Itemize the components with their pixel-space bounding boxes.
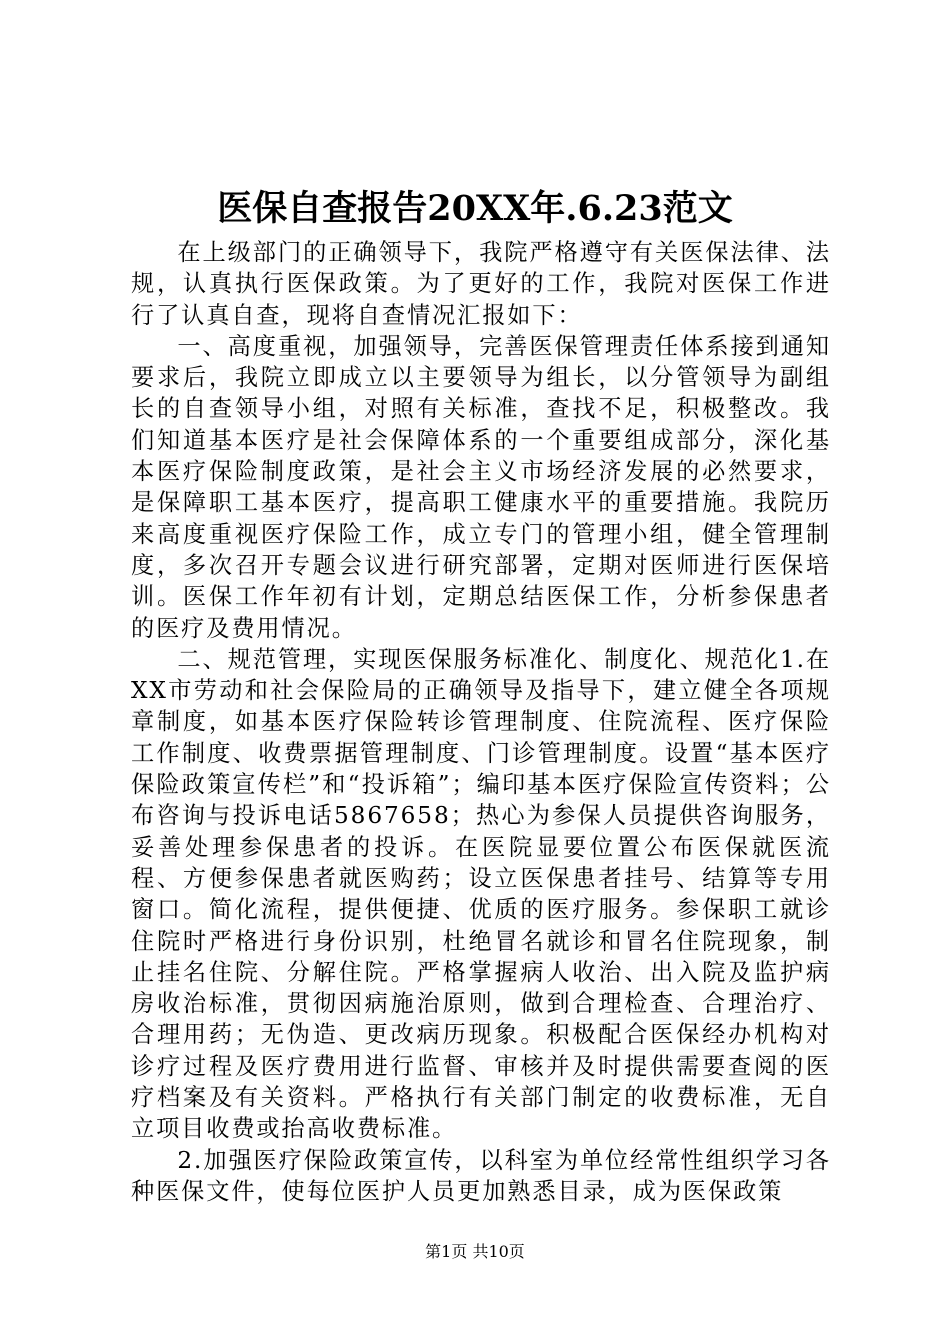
paragraph-section-2: 二、规范管理，实现医保服务标准化、制度化、规范化1.在XX市劳动和社会保险局的正确领导及指导下，建立健全各项规章制度，如基本医疗保险转诊管理制度、住院流程、医疗保险工作制度、收费票据管理制度、门诊管理制度。设置“基本医疗保险政策宣传栏”和“投诉箱”；编印基本医疗保险宣传资料；公布咨询与投诉电话5867658；热心为参保人员提供咨询服务，妥善处理参保患者的投诉。在医院显要位置公布医保就医流程、方便参保患者就医购药；设立医保患者挂号、结算等专用窗口。简化流程，提供便捷、优质的医疗服务。参保职工就诊住院时严格进行身份识别，杜绝冒名就诊和冒名住院现象，制止挂名住院、分解住院。严格掌握病人收治、出入院及监护病房收治标准，贯彻因病施治原则，做到合理检查、合理治疗、合理用药；无伪造、更改病历现象。积极配合医保经办机构对诊疗过程及医疗费用进行监督、审核并及时提供需要查阅的医疗档案及有关资料。严格执行有关部门制定的收费标准，无自立项目收费或抬高收费标准。 bbox=[131, 645, 831, 1143]
paragraph-section-2-item-2: 2.加强医疗保险政策宣传，以科室为单位经常性组织学习各种医保文件，使每位医护人员更加熟悉目录，成为医保政策 bbox=[131, 1146, 831, 1205]
page-number-footer: 第1页 共10页 bbox=[425, 1242, 525, 1261]
paragraph-intro: 在上级部门的正确领导下，我院严格遵守有关医保法律、法规，认真执行医保政策。为了更好的工作，我院对医保工作进行了认真自查，现将自查情况汇报如下： bbox=[131, 239, 831, 329]
paragraph-section-1: 一、高度重视，加强领导，完善医保管理责任体系接到通知要求后，我院立即成立以主要领导为组长，以分管领导为副组长的自查领导小组，对照有关标准，查找不足，积极整改。我们知道基本医疗是社会保障体系的一个重要组成部分，深化基本医疗保险制度政策，是社会主义市场经济发展的必然要求，是保障职工基本医疗，提高职工健康水平的重要措施。我院历来高度重视医疗保险工作，成立专门的管理小组，健全管理制度，多次召开专题会议进行研究部署，定期对医师进行医保培训。医保工作年初有计划，定期总结医保工作，分析参保患者的医疗及费用情况。 bbox=[131, 332, 831, 642]
document-title: 医保自查报告20XX年.6.23范文 bbox=[217, 188, 733, 229]
document-body bbox=[131, 237, 831, 1207]
